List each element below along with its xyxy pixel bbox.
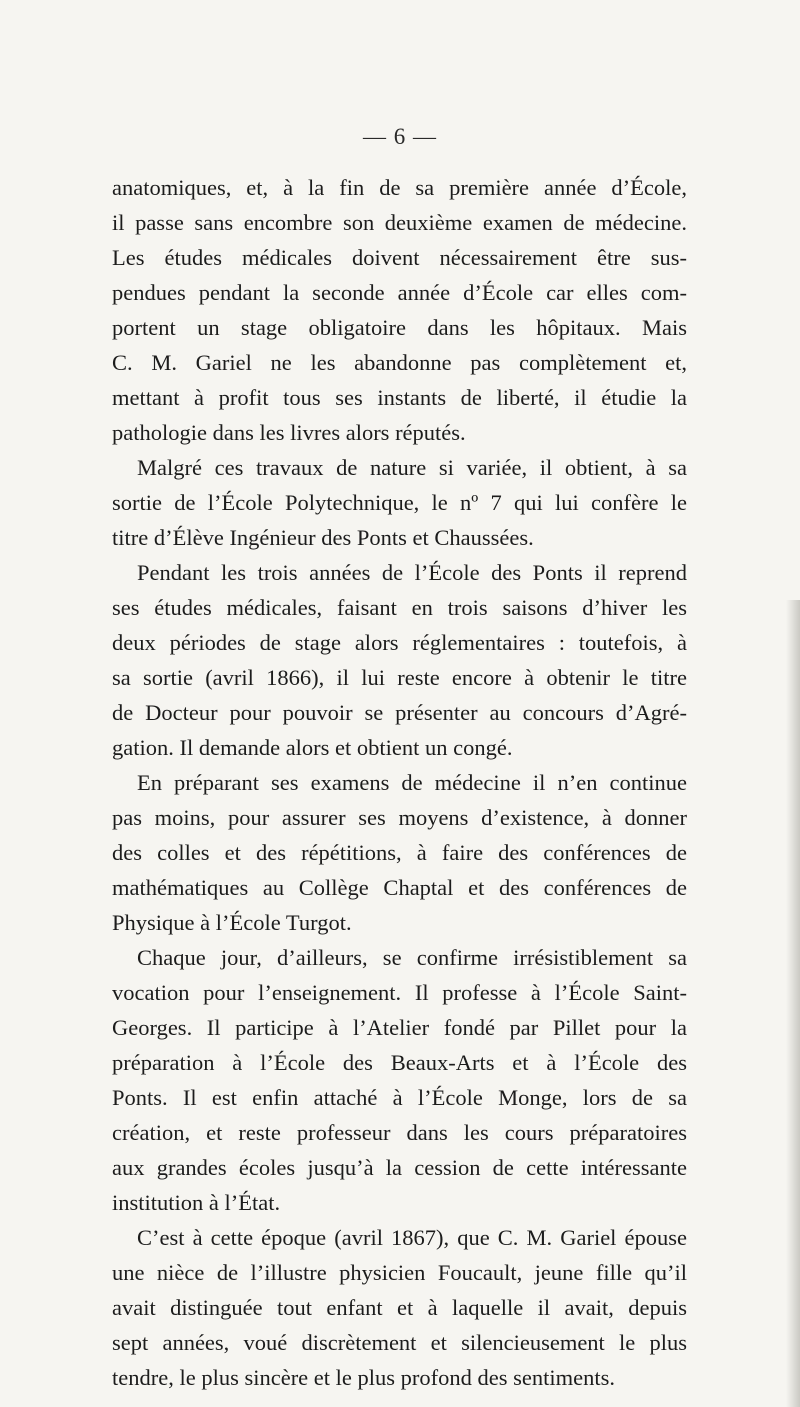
text-line: anatomiques, et, à la fin de sa première année d’École,: [112, 175, 687, 200]
body-text: [112, 170, 687, 1395]
text-line: Malgré ces travaux de nature si variée, il obtient, à sa: [137, 455, 687, 480]
text-line: Physique à l’École Turgot.: [112, 910, 352, 935]
text-line: vocation pour l’enseignement. Il professe à l’École Saint-: [112, 980, 687, 1005]
text-line: gation. Il demande alors et obtient un congé.: [112, 735, 513, 760]
text-line: portent un stage obligatoire dans les hôpitaux. Mais: [112, 315, 687, 340]
text-line: sortie de l’École Polytechnique, le nº 7 qui lui confère le: [112, 490, 687, 515]
text-line: tendre, le plus sincère et le plus profond des sentiments.: [112, 1365, 615, 1390]
text-line: Chaque jour, d’ailleurs, se confirme irrésistiblement sa: [137, 945, 687, 970]
text-line: sa sortie (avril 1866), il lui reste encore à obtenir le titre: [112, 665, 687, 690]
page-edge-shadow: [786, 600, 800, 1407]
text-line: il passe sans encombre son deuxième examen de médecine.: [112, 210, 687, 235]
text-line: Ponts. Il est enfin attaché à l’École Monge, lors de sa: [112, 1085, 687, 1110]
page-number: — 6 —: [363, 124, 437, 149]
text-line: institution à l’État.: [112, 1190, 281, 1215]
text-line: Pendant les trois années de l’École des Ponts il reprend: [137, 560, 687, 585]
text-line: une nièce de l’illustre physicien Foucault, jeune fille qu’il: [112, 1260, 687, 1285]
text-line: En préparant ses examens de médecine il n’en continue: [137, 770, 687, 795]
text-line: ses études médicales, faisant en trois saisons d’hiver les: [112, 595, 687, 620]
text-line: pendues pendant la seconde année d’École car elles com-: [112, 280, 687, 305]
text-line: avait distinguée tout enfant et à laquelle il avait, depuis: [112, 1295, 687, 1320]
text-line: C’est à cette époque (avril 1867), que C. M. Gariel épouse: [137, 1225, 687, 1250]
text-line: des colles et des répétitions, à faire des conférences de: [112, 840, 687, 865]
text-line: mettant à profit tous ses instants de liberté, il étudie la: [112, 385, 687, 410]
text-line: aux grandes écoles jusqu’à la cession de cette intéressante: [112, 1155, 687, 1180]
text-line: Les études médicales doivent nécessairement être sus-: [112, 245, 687, 270]
text-line: deux périodes de stage alors réglementaires : toutefois, à: [112, 630, 687, 655]
text-line: pathologie dans les livres alors réputés.: [112, 420, 466, 445]
text-line: création, et reste professeur dans les cours préparatoires: [112, 1120, 687, 1145]
text-line: préparation à l’École des Beaux-Arts et à l’École des: [112, 1050, 687, 1075]
text-line: pas moins, pour assurer ses moyens d’existence, à donner: [112, 805, 687, 830]
text-line: de Docteur pour pouvoir se présenter au concours d’Agré-: [112, 700, 687, 725]
text-line: Georges. Il participe à l’Atelier fondé par Pillet pour la: [112, 1015, 687, 1040]
text-line: mathématiques au Collège Chaptal et des conférences de: [112, 875, 687, 900]
text-line: C. M. Gariel ne les abandonne pas complètement et,: [112, 350, 687, 375]
text-line: titre d’Élève Ingénieur des Ponts et Chaussées.: [112, 525, 534, 550]
text-line: sept années, voué discrètement et silencieusement le plus: [112, 1330, 687, 1355]
